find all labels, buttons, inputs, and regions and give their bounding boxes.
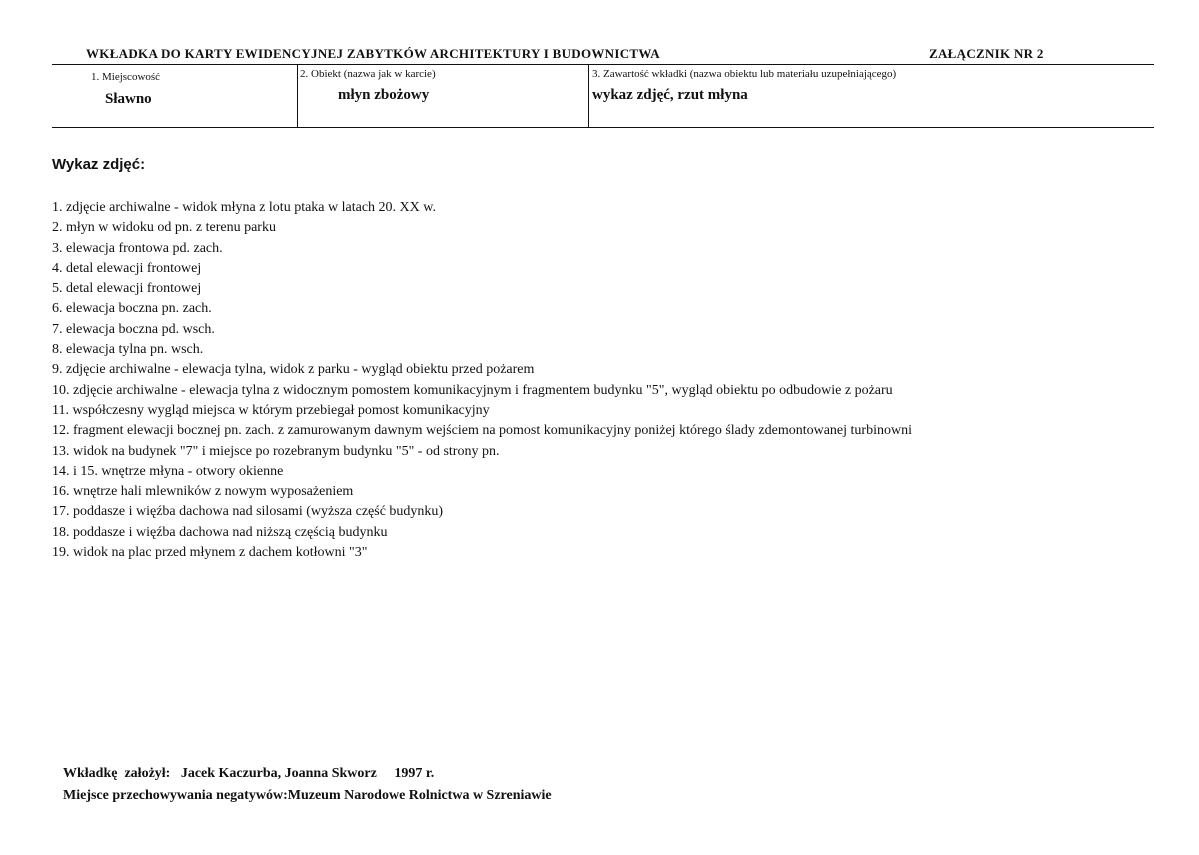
list-item: 11. współczesny wygląd miejsca w którym przebiegał pomost komunikacyjny <box>52 402 490 418</box>
contents-label: 3. Zawartość wkładki (nazwa obiektu lub materiału uzupełniającego) <box>592 68 897 80</box>
list-item: 7. elewacja boczna pd. wsch. <box>52 321 215 337</box>
column-divider-2 <box>588 64 589 127</box>
photo-list-heading: Wykaz zdjęć: <box>52 156 146 173</box>
list-item: 16. wnętrze hali mlewników z nowym wyposażeniem <box>52 484 354 500</box>
list-item: 2. młyn w widoku od pn. z terenu parku <box>52 220 276 236</box>
locality-label: 1. Miejscowość <box>91 71 161 83</box>
photo-list <box>52 198 912 563</box>
form-header-title: WKŁADKA DO KARTY EWIDENCYJNEJ ZABYTKÓW ARCHITEKTURY I BUDOWNICTWA <box>86 46 660 61</box>
list-item: 13. widok na budynek "7" i miejsce po rozebranym budynku "5" - od strony pn. <box>52 443 500 459</box>
list-item: 14. i 15. wnętrze młyna - otwory okienne <box>52 463 284 479</box>
annex-number: ZAŁĄCZNIK NR 2 <box>929 46 1044 61</box>
list-item: 17. poddasze i więźba dachowa nad silosami (wyższa część budynku) <box>52 504 444 520</box>
object-label: 2. Obiekt (nazwa jak w karcie) <box>300 68 436 80</box>
list-item: 9. zdjęcie archiwalne - elewacja tylna, widok z parku - wygląd obiektu przed pożarem <box>52 362 535 378</box>
created-by-line: Wkładkę założył: Jacek Kaczurba, Joanna Skworz 1997 r. <box>63 766 435 781</box>
list-item: 19. widok na plac przed młynem z dachem kotłowni "3" <box>52 545 368 561</box>
list-item: 10. zdjęcie archiwalne - elewacja tylna z widocznym pomostem komunikacyjnym i fragmentem budynku "5", wygląd obiektu po odbudowie z pożaru <box>52 382 893 398</box>
locality-value: Sławno <box>105 91 152 107</box>
list-item: 5. detal elewacji frontowej <box>52 281 202 297</box>
list-item: 3. elewacja frontowa pd. zach. <box>52 240 223 256</box>
list-item: 18. poddasze i więźba dachowa nad niższą częścią budynku <box>52 524 388 540</box>
list-item: 8. elewacja tylna pn. wsch. <box>52 342 204 358</box>
object-value: młyn zbożowy <box>338 87 430 103</box>
negatives-storage-line: Miejsce przechowywania negatywów:Muzeum Narodowe Rolnictwa w Szreniawie <box>63 788 552 803</box>
list-item: 4. detal elewacji frontowej <box>52 260 202 276</box>
contents-value: wykaz zdjęć, rzut młyna <box>592 87 748 103</box>
table-top-rule <box>52 64 1154 65</box>
table-bottom-rule <box>52 127 1154 128</box>
list-item: 12. fragment elewacji bocznej pn. zach. z zamurowanym dawnym wejściem na pomost komunikacyjny poniżej którego ślady zdemontowanej turbinowni <box>52 423 912 439</box>
column-divider-1 <box>297 64 298 127</box>
list-item: 6. elewacja boczna pn. zach. <box>52 301 212 317</box>
list-item: 1. zdjęcie archiwalne - widok młyna z lotu ptaka w latach 20. XX w. <box>52 200 436 215</box>
